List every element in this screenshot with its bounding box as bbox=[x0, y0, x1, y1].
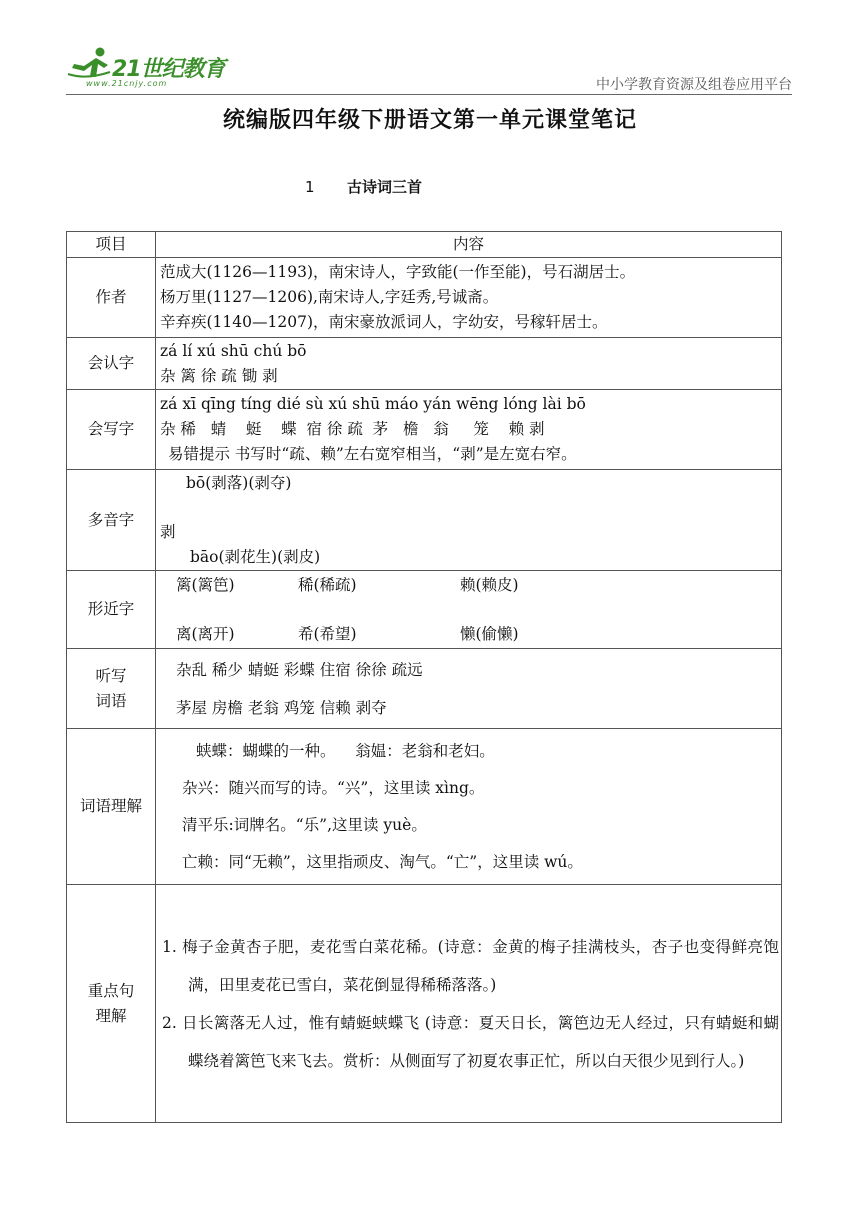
write-cell bbox=[156, 390, 782, 470]
row-label-dictation-1: 听写 bbox=[95, 666, 127, 685]
page-header bbox=[66, 42, 792, 94]
recognize-chars: 杂 篱 徐 疏 锄 剥 bbox=[160, 366, 278, 385]
row-label-dictation bbox=[67, 649, 156, 729]
logo-text: 21世纪教育 bbox=[112, 57, 225, 82]
similar-row bbox=[160, 573, 777, 598]
row-label-recognize: 会认字 bbox=[67, 338, 156, 390]
table-header-row bbox=[67, 232, 782, 258]
table-row-dictation bbox=[67, 649, 782, 729]
author-line: 杨万里(1127—1206),南宋诗人,字廷秀,号诚斋。 bbox=[160, 288, 499, 306]
dictation-cell bbox=[156, 649, 782, 729]
author-line: 辛弃疾(1140—1207)，南宋豪放派词人，字幼安，号稼轩居士。 bbox=[160, 313, 608, 331]
row-label-dictation-2: 词语 bbox=[95, 691, 127, 710]
header-item: 项目 bbox=[67, 232, 156, 258]
similar-item: 赖(赖皮) bbox=[460, 575, 519, 594]
similar-item: 篱(篱笆) bbox=[176, 575, 235, 594]
vocab-line: 杂兴：随兴而写的诗。“兴”，这里读 xìng。 bbox=[182, 778, 485, 797]
vocab-line: 清平乐:词牌名。“乐”,这里读 yuè。 bbox=[182, 815, 427, 834]
table-row-recognize bbox=[67, 338, 782, 390]
dictation-line: 杂乱 稀少 蜻蜓 彩蝶 住宿 徐徐 疏远 bbox=[176, 660, 423, 679]
platform-name: 中小学教育资源及组卷应用平台 bbox=[596, 77, 792, 93]
polyphone-char: 剥 bbox=[160, 522, 176, 541]
polyphone-reading-1: bō(剥落)(剥夺) bbox=[186, 473, 292, 492]
similar-cell bbox=[156, 571, 782, 649]
logo bbox=[66, 46, 236, 92]
header-content: 内容 bbox=[156, 232, 782, 258]
key-cell bbox=[156, 885, 782, 1123]
polyphone-cell bbox=[156, 470, 782, 571]
author-cell bbox=[156, 258, 782, 338]
row-label-key bbox=[67, 885, 156, 1123]
page-title: 统编版四年级下册语文第一单元课堂笔记 bbox=[222, 108, 637, 133]
row-label-author: 作者 bbox=[67, 258, 156, 338]
vocab-line: 亡赖：同“无赖”，这里指顽皮、淘气。“亡”，这里读 wú。 bbox=[182, 852, 583, 871]
author-line: 范成大(1126—1193)，南宋诗人，字致能(一作至能)，号石湖居士。 bbox=[160, 263, 636, 281]
row-label-vocab: 词语理解 bbox=[67, 729, 156, 885]
lesson-title: 古诗词三首 bbox=[347, 178, 423, 196]
table-row-write bbox=[67, 390, 782, 470]
table-row-polyphone bbox=[67, 470, 782, 571]
table-row-vocab bbox=[67, 729, 782, 885]
polyphone-reading-2: bāo(剥花生)(剥皮) bbox=[190, 547, 321, 566]
similar-item: 稀(稀疏) bbox=[298, 575, 357, 594]
row-label-key-1: 重点句 bbox=[87, 981, 135, 1000]
similar-item: 离(离开) bbox=[176, 624, 235, 643]
recognize-cell bbox=[156, 338, 782, 390]
lesson-heading bbox=[305, 176, 422, 197]
runner-icon bbox=[66, 46, 114, 82]
table-row-similar bbox=[67, 571, 782, 649]
row-label-key-2: 理解 bbox=[95, 1006, 127, 1025]
write-pinyin: zá xī qīng tíng dié sù xú shū máo yán wēng lóng lài bō bbox=[160, 395, 586, 413]
table-row-author bbox=[67, 258, 782, 338]
similar-row bbox=[160, 622, 777, 647]
write-chars: 杂 稀 蜻 蜓 蝶 宿 徐 疏 茅 檐 翁 笼 赖 剥 bbox=[160, 420, 545, 438]
lesson-number: 1 bbox=[305, 178, 315, 196]
row-label-write: 会写字 bbox=[67, 390, 156, 470]
row-label-similar: 形近字 bbox=[67, 571, 156, 649]
dictation-line: 茅屋 房檐 老翁 鸡笼 信赖 剥夺 bbox=[176, 698, 387, 717]
header-divider bbox=[66, 94, 792, 95]
vocab-cell bbox=[156, 729, 782, 885]
logo-url: www.21cnjy.com bbox=[86, 79, 168, 88]
table-row-key bbox=[67, 885, 782, 1123]
similar-item: 希(希望) bbox=[298, 624, 357, 643]
key-sentence: 2. 日长篱落无人过，惟有蜻蜓蛱蝶飞 (诗意：夏天日长，篱笆边无人经过，只有蜻蜓和蝴蝶绕着篱笆飞来飞去。赏析：从侧面写了初夏农事正忙，所以白天很少见到行人。) bbox=[162, 1013, 779, 1070]
similar-item: 懒(偷懒) bbox=[460, 624, 519, 643]
recognize-pinyin: zá lí xú shū chú bō bbox=[160, 341, 307, 360]
key-sentence: 1. 梅子金黄杏子肥，麦花雪白菜花稀。(诗意：金黄的梅子挂满枝头，杏子也变得鲜亮饱满，田里麦花已雪白，菜花倒显得稀稀落落。) bbox=[162, 937, 779, 994]
notes-table bbox=[66, 231, 782, 1123]
vocab-line: 蛱蝶：蝴蝶的一种。 翁媪：老翁和老妇。 bbox=[196, 741, 495, 760]
write-tip: 易错提示 书写时“疏、赖”左右宽窄相当，“剥”是左宽右窄。 bbox=[168, 445, 577, 463]
row-label-polyphone: 多音字 bbox=[67, 470, 156, 571]
